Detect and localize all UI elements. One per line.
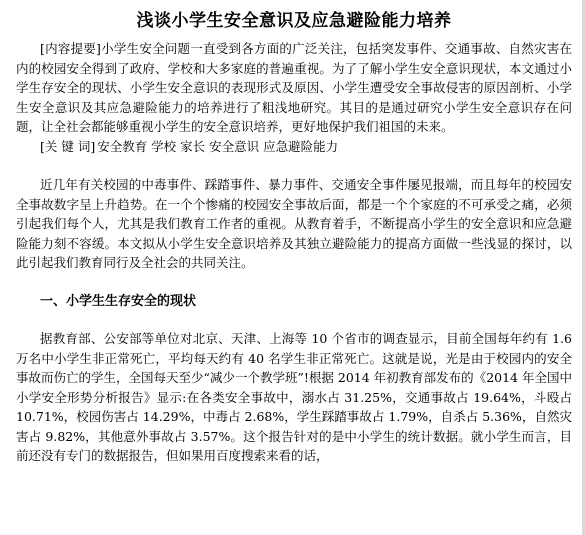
keywords-line (16, 137, 572, 157)
abstract-text: 小学生安全问题一直受到各方面的广泛关注，包括突发事件、交通事故、自然灾害在内的校园安全得到了政府、学校和大多家庭的普遍重视。为了了解小学生安全意识现状，本文通过小学生存安全的现状、小学生安全意识的表现形式及原因、小学生遭受安全事故侵害的原因剖析、小学生安全意识及其应急避险能力的培养进行了粗浅地研究。其目的是通过研究小学生安全意识存在问题，让全社会都能够重视小学生的安全意识培养，更好地保护我们祖国的未来。 (16, 41, 572, 134)
section-paragraph: 据教育部、公安部等单位对北京、天津、上海等 10 个省市的调查显示，目前全国每年约有 1.6 万名中小学生非正常死亡，平均每天约有 40 名学生非正常死亡。这就是说，光是由于校园内的安全事故而伤亡的学生，全国每天至少“减少一个教学班”!根据 2014 年初教育部发布的《2014 年全国中小学安全形势分析报告》显示:在各类安全事故中，溺水占 31.25%，交通事故占 19.64%，斗殴占 10.71%，校园伤害占 14.29%，中毒占 2.68%，学生踩踏事故占 1.79%，自杀占 5.36%，自然灾害占 9.82%，其他意外事故占 3.57%。这个报告针对的是中小学生的统计数据。就小学生而言，目前还没有专门的数据报告，但如果用百度搜索来看的话， (16, 331, 572, 463)
abstract-label: [内容提要] (40, 41, 101, 56)
spacer (16, 156, 572, 175)
document-content (16, 10, 572, 466)
intro-paragraph: 近几年有关校园的中毒事件、踩踏事件、暴力事件、交通安全事件屡见报端，而且每年的校园安全事故数字呈上升趋势。在一个个惨痛的校园安全事故后面，都是一个个家庭的不可承受之痛，必须引起我们每个人，尤其是我们教育工作者的重视。从教育着手，不断提高小学生的安全意识和应急避险能力刻不容缓。本文拟从小学生安全意识培养及其独立避险能力的提高方面做一些浅显的探讨，以此引起我们教育同行及全社会的共同关注。 (16, 177, 572, 270)
spacer (16, 273, 572, 292)
keywords-label: [关 键 词] (40, 138, 96, 154)
document-title: 浅谈小学生安全意识及应急避险能力培养 (136, 11, 452, 31)
abstract-paragraph (16, 39, 572, 137)
section-heading: 一、小学生生存安全的现状 (40, 293, 197, 309)
spacer (16, 311, 572, 329)
keywords-text: 安全教育 学校 家长 安全意识 应急避险能力 (97, 138, 339, 154)
